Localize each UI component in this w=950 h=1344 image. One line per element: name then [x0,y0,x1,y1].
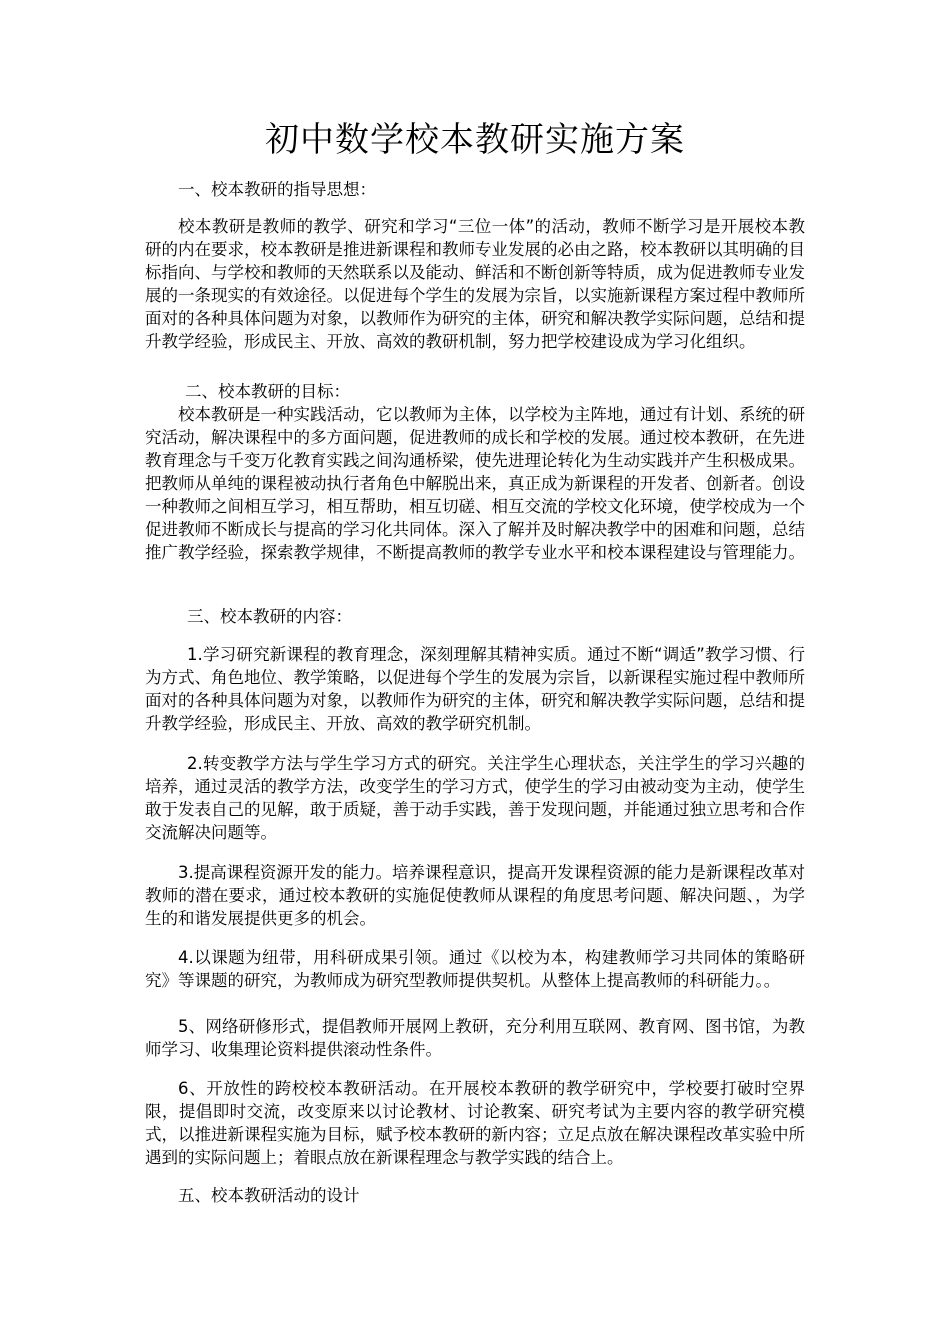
content-item-5: 5、网络研修形式，提倡教师开展网上教研，充分利用互联网、教育网、图书馆，为教师学习、收集理论资料提供滚动性条件。 [145,1017,805,1059]
content-item-4: 4.以课题为纽带，用科研成果引领。通过《以校为本，构建教师学习共同体的策略研究》等课题的研究，为教师成为研究型教师提供契机。从整体上提高教师的科研能力。。 [145,948,805,990]
section-heading-guiding-thought: 一、校本教研的指导思想： [178,180,376,199]
section-heading-goals: 二、校本教研的目标： [185,382,350,401]
paragraph-guiding-thought: 校本教研是教师的教学、研究和学习“三位一体”的活动，教师不断学习是开展校本教研的内在要求，校本教研是推进新课程和教师专业发展的必由之路，校本教研以其明确的目标指向、与学校和教师的天然联系以及能动、鲜活和不断创新等特质，成为促进教师专业发展的一条现实的有效途径。以促进每个学生的发展为宗旨，以实施新课程方案过程中教师所面对的各种具体问题为对象，以教师作为研究的主体，研究和解决教学实际问题，总结和提升教学经验，形成民主、开放、高效的教研机制，努力把学校建设成为学习化组织。 [145,217,805,351]
section-heading-activity-design: 五、校本教研活动的设计 [178,1186,360,1205]
document-title: 初中数学校本教研实施方案 [265,120,685,160]
content-item-2: 2.转变教学方法与学生学习方式的研究。关注学生心理状态，关注学生的学习兴趣的培养，通过灵活的教学方法，改变学生的学习方式，使学生的学习由被动变为主动，使学生敢于发表自己的见解，敢于质疑，善于动手实践，善于发现问题，并能通过独立思考和合作交流解决问题等。 [145,754,805,842]
content-item-3: 3.提高课程资源开发的能力。培养课程意识，提高开发课程资源的能力是新课程改革对教师的潜在要求，通过校本教研的实施促使教师从课程的角度思考问题、解决问题、，为学生的和谐发展提供更多的机会。 [145,863,805,928]
content-item-6: 6、开放性的跨校校本教研活动。在开展校本教研的教学研究中，学校要打破时空界限，提倡即时交流，改变原来以讨论教材、讨论教案、研究考试为主要内容的教学研究模式，以推进新课程实施为目标，赋予校本教研的新内容；立足点放在解决课程改革实验中所遇到的实际问题上；着眼点放在新课程理念与教学实践的结合上。 [145,1079,805,1167]
content-item-1: 1.学习研究新课程的教育理念，深刻理解其精神实质。通过不断“调适”教学习惯、行为方式、角色地位、教学策略，以促进每个学生的发展为宗旨，以新课程实施过程中教师所面对的各种具体问题为对象，以教师作为研究的主体，研究和解决教学实际问题，总结和提升教学经验，形成民主、开放、高效的教学研究机制。 [145,645,805,733]
section-heading-content: 三、校本教研的内容： [187,607,352,626]
paragraph-goals: 校本教研是一种实践活动，它以教师为主体，以学校为主阵地，通过有计划、系统的研究活动，解决课程中的多方面问题，促进教师的成长和学校的发展。通过校本教研，在先进教育理念与千变万化教育实践之间沟通桥梁，使先进理论转化为生动实践并产生积极成果。把教师从单纯的课程被动执行者角色中解脱出来，真正成为新课程的开发者、创新者。创设一种教师之间相互学习，相互帮助，相互切磋、相互交流的学校文化环境，使学校成为一个促进教师不断成长与提高的学习化共同体。深入了解并及时解决教学中的困难和问题，总结推广教学经验，探索教学规律，不断提高教师的教学专业水平和校本课程建设与管理能力。 [145,405,805,562]
